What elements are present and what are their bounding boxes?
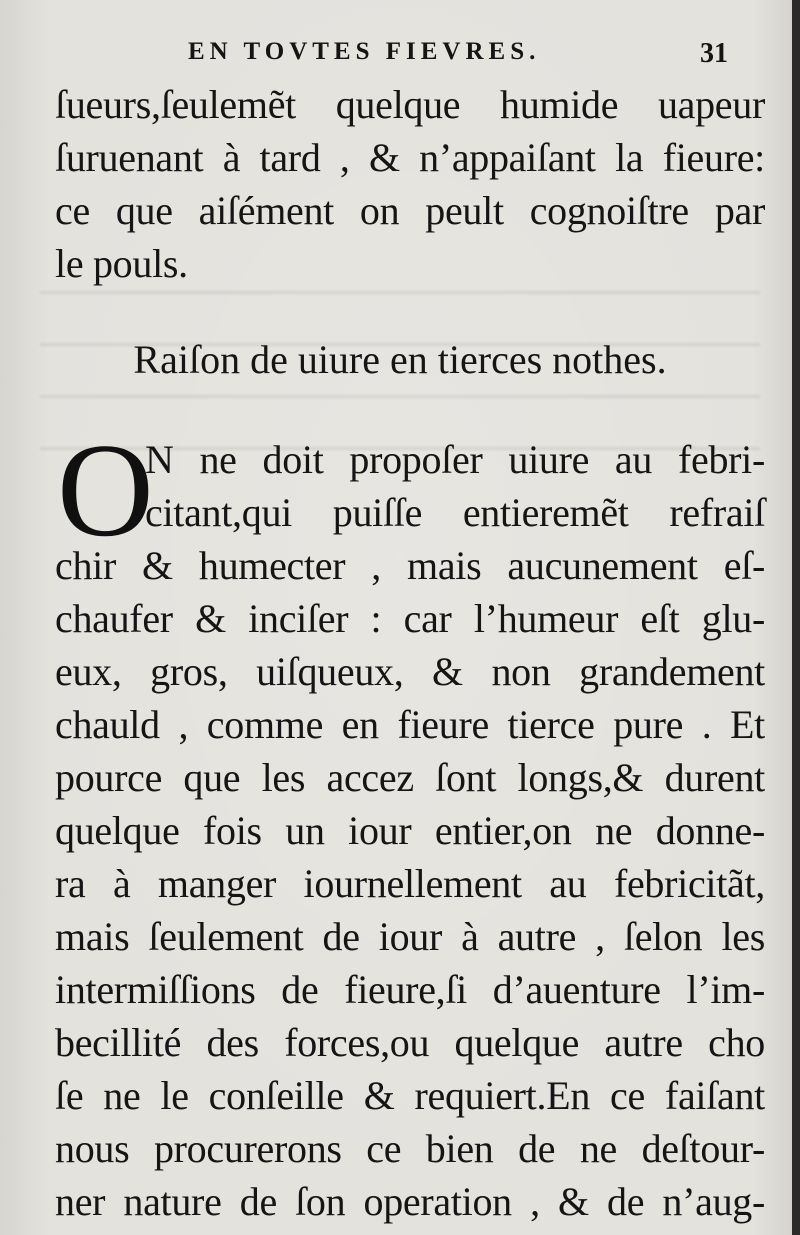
text-line: quelque fois un iour entier,on ne donne-: [55, 808, 765, 853]
page-edge-shadow: [792, 0, 800, 1235]
text-line: ner nature de ſon operation , & de n’aug-: [55, 1179, 765, 1224]
text-line: ce que aiſément on peult cognoiſtre par: [55, 188, 765, 233]
text-line: N ne doit propoſer uiure au febri-: [145, 437, 765, 482]
text-line: ra à manger iournellement au febricitãt,: [55, 861, 765, 906]
text-line: nous procurerons ce bien de ne deſtour-: [55, 1126, 765, 1171]
text-line: ſuruenant à tard , & n’appaiſant la fieure:: [55, 135, 765, 180]
text-line: chaufer & inciſer : car l’humeur eſt glu-: [55, 596, 765, 641]
text-line: mais ſeulement de iour à autre , ſelon les: [55, 914, 765, 959]
running-head: [0, 38, 800, 78]
text-line: pource que les accez ſont longs,& durent: [55, 755, 765, 800]
continued-paragraph: [55, 78, 765, 290]
text-line: eux, gros, uiſqueux, & non grandement: [55, 649, 765, 694]
text-line: ſe ne le conſeille & requiert.En ce faiſant: [55, 1073, 765, 1118]
text-line: citant,qui puiſſe entieremẽt refraiſ: [145, 490, 765, 535]
drop-cap-letter: O: [57, 416, 154, 564]
main-paragraph: [55, 416, 765, 1228]
text-line: chir & humecter , mais aucunement eſ-: [55, 543, 765, 588]
page-number: 31: [700, 38, 728, 69]
text-line: intermiſſions de fieure,ſi d’auenture l’im-: [55, 967, 765, 1012]
text-line: becillité des forces,ou quelque autre cho: [55, 1020, 765, 1065]
text-line: ſueurs,ſeulemẽt quelque humide uapeur: [55, 82, 765, 127]
text-line: chauld , comme en fieure tierce pure . Et: [55, 702, 765, 747]
section-heading: Raiſon de uiure en tierces nothes.: [133, 337, 667, 382]
text-line: le pouls.: [55, 241, 188, 286]
running-title: EN TOVTES FIEVRES.: [188, 38, 541, 65]
